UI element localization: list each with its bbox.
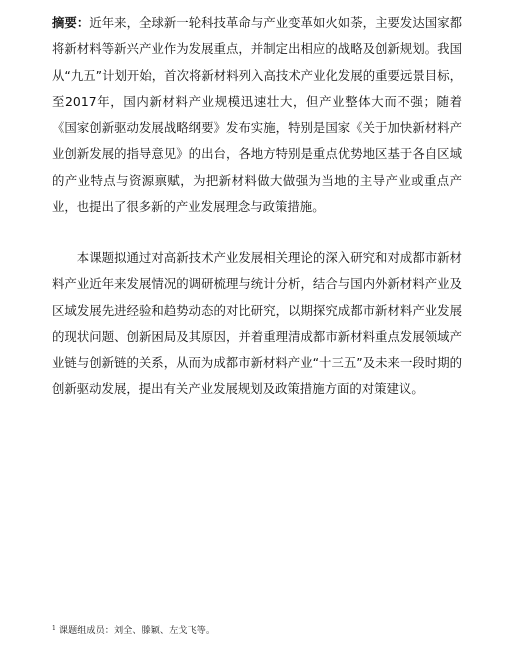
abstract-text: 近年来，全球新一轮科技革命与产业变革如火如荼，主要发达国家都将新材料等新兴产业作为发展重点，并制定出相应的战略及创新规划。我国从“九五”计划开始，首次将新材料列入高技术产业化发展的重要远景目标，至2017年，国内新材料产业规模迅速壮大，但产业整体大而不强；随着《国家创新驱动发展战略纲要》发布实施，特别是国家《关于加快新材料产业创新发展的指导意见》的出台，各地方特别是重点优势地区基于各自区域的产业特点与资源禀赋，为把新材料做大做强为当地的主导产业或重点产业，也提出了很多新的产业发展理念与政策措施。 — [52, 15, 463, 215]
body-paragraph: 本课题拟通过对高新技术产业发展相关理论的深入研究和对成都市新材料产业近年来发展情况的调研梳理与统计分析，结合与国内外新材料产业及区域发展先进经验和趋势动态的对比研究，以期探究成都市新材料产业发展的现状问题、创新困局及其原因，并着重理清成都市新材料重点发展领域产业链与创新链的关系，从而为成都市新材料产业“十三五”及未来一段时期的创新驱动发展，提出有关产业发展规划及政策措施方面的对策建议。 — [52, 250, 462, 397]
abstract-label: 摘要 — [52, 15, 77, 30]
abstract-paragraph — [52, 10, 462, 220]
abstract-label-colon: ： — [76, 15, 90, 30]
footnote-marker: 1 — [52, 625, 56, 632]
footnote — [52, 622, 215, 638]
footnote-text: 课题组成员：刘全、滕颖、左戈飞等。 — [58, 625, 216, 636]
